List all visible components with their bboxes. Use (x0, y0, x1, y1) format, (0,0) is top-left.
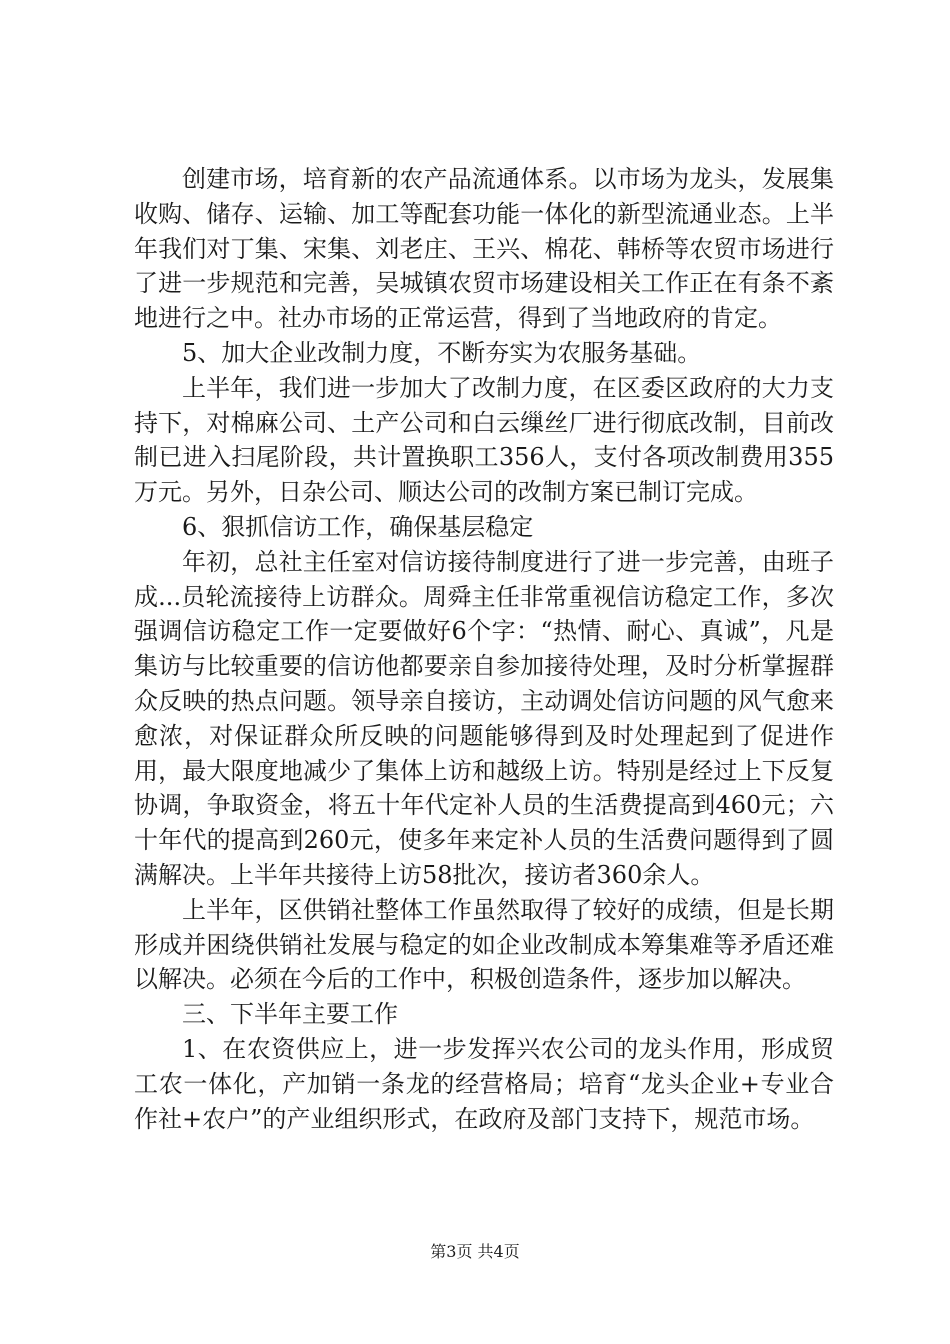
paragraph-petition-work: 年初，总社主任室对信访接待制度进行了进一步完善，由班子成...员轮流接待上访群众。周舜主任非常重视信访稳定工作，多次强调信访稳定工作一定要做好6个字：“热情、耐心、真诚”，凡是集访与比较重要的信访他都要亲自参加接待处理，及时分析掌握群众反映的热点问题。领导亲自接访，主动调处信访问题的风气愈来愈浓，对保证群众所反映的问题能够得到及时处理起到了促进作用，最大限度地减少了集体上访和越级上访。特别是经过上下反复协调，争取资金，将五十年代定补人员的生活费提高到460元；六十年代的提高到260元，使多年来定补人员的生活费问题得到了圆满解决。上半年共接待上访58批次，接访者360余人。 (134, 547, 834, 889)
heading-enterprise-reform: 5、加大企业改制力度，不断夯实为农服务基础。 (182, 338, 702, 367)
paragraph-half-year-summary: 上半年，区供销社整体工作虽然取得了较好的成绩，但是长期形成并困绕供销社发展与稳定的如企业改制成本筹集难等矛盾还难以解决。必须在今后的工作中，积极创造条件，逐步加以解决。 (134, 895, 834, 994)
page-number-footer: 第3页 共4页 (430, 1242, 520, 1261)
paragraph-enterprise-reform: 上半年，我们进一步加大了改制力度，在区委区政府的大力支持下，对棉麻公司、土产公司和白云缫丝厂进行彻底改制，目前改制已进入扫尾阶段，共计置换职工356人，支付各项改制费用355万元。另外，日杂公司、顺达公司的改制方案已制订完成。 (134, 373, 834, 507)
paragraph-agri-supply: 1、在农资供应上，进一步发挥兴农公司的龙头作用，形成贸工农一体化，产加销一条龙的经营格局；培育“龙头企业+专业合作社+农户”的产业组织形式，在政府及部门支持下，规范市场。 (134, 1034, 834, 1133)
heading-second-half-work: 三、下半年主要工作 (182, 1000, 398, 1029)
paragraph-market-building: 创建市场，培育新的农产品流通体系。以市场为龙头，发展集收购、储存、运输、加工等配套功能一体化的新型流通业态。上半年我们对丁集、宋集、刘老庄、王兴、棉花、韩桥等农贸市场进行了进一步规范和完善，吴城镇农贸市场建设相关工作正在有条不紊地进行之中。社办市场的正常运营，得到了当地政府的肯定。 (134, 165, 834, 333)
heading-petition-work: 6、狠抓信访工作，确保基层稳定 (182, 512, 534, 541)
document-body (134, 162, 834, 1136)
